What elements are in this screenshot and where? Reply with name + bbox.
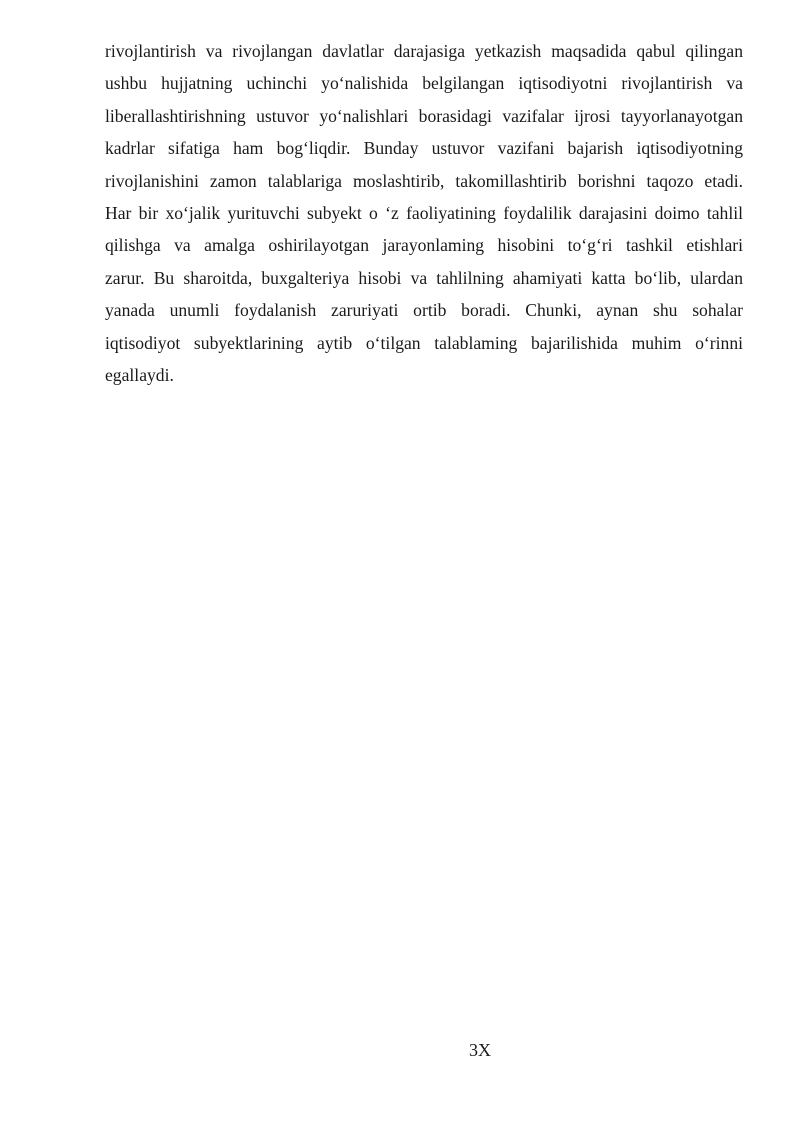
paragraph-line: qilishga va amalga oshirilayotgan jarayonlaming hisobini to‘g‘ri tashkil etishlari — [105, 235, 743, 256]
paragraph-line: Har bir xo‘jalik yurituvchi subyekt o ‘z faoliyatining foydalilik darajasini doimo tahlil — [105, 203, 743, 224]
paragraph-line: iqtisodiyot subyektlarining aytib o‘tilgan talablaming bajarilishida muhim o‘rinni — [105, 332, 743, 353]
paragraph-line: ushbu hujjatning uchinchi yo‘nalishida belgilangan iqtisodiyotni rivojlantirish va — [105, 73, 743, 94]
page-number: 3X — [469, 1040, 491, 1060]
paragraph-line: yanada unumli foydalanish zaruriyati ortib boradi. Chunki, aynan shu sohalar — [105, 300, 743, 321]
paragraph-line: zarur. Bu sharoitda, buxgalteriya hisobi va tahlilning ahamiyati katta bo‘lib, ulardan — [105, 267, 743, 288]
paragraph-line: rivojlanishini zamon talablariga moslashtirib, takomillashtirib borishni taqozo etadi. — [105, 170, 743, 191]
body-paragraph — [105, 35, 743, 391]
paragraph-line: kadrlar sifatiga ham bog‘liqdir. Bunday ustuvor vazifani bajarish iqtisodiyotning — [105, 138, 743, 159]
paragraph-line: rivojlantirish va rivojlangan davlatlar darajasiga yetkazish maqsadida qabul qilingan — [105, 41, 743, 61]
paragraph-line: egallaydi. — [105, 365, 174, 386]
paragraph-line: liberallashtirishning ustuvor yo‘nalishlari borasidagi vazifalar ijrosi tayyorlanayotgan — [105, 105, 743, 126]
